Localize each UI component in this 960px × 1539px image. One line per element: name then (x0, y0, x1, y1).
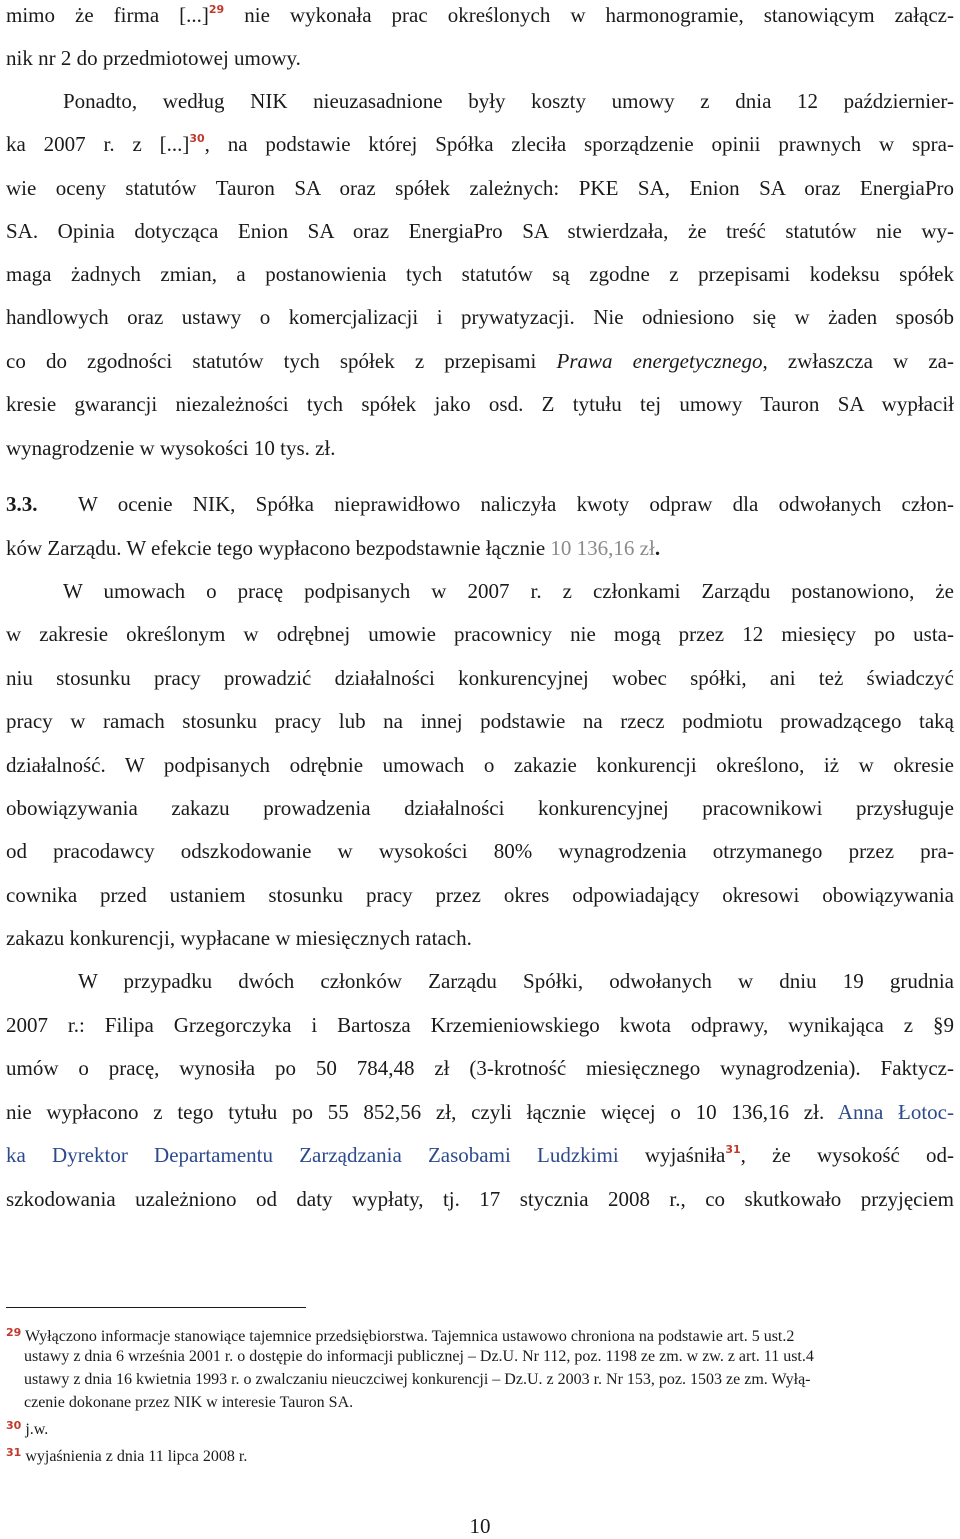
text-line: wie oceny statutów Tauron SA oraz spółek zależnych: PKE SA, Enion SA oraz EnergiaPro (6, 176, 954, 200)
text-line: SA. Opinia dotycząca Enion SA oraz EnergiaPro SA stwierdzała, że treść statutów nie wy- (6, 219, 954, 243)
section-number: 3.3. (6, 492, 38, 516)
footnote-line: ustawy z dnia 16 kwietnia 1993 r. o zwalczaniu nieuczciwej konkurencji – Dz.U. z 2003 r. Nr 153, poz. 1503 ze zm. Wyłą- (24, 1371, 811, 1388)
text-line: obowiązywania zakazu prowadzenia działalności konkurencyjnej pracownikowi przysługuje (6, 796, 954, 820)
text-line: w zakresie określonym w odrębnej umowie pracownicy nie mogą przez 12 miesięcy po usta- (6, 622, 954, 646)
text-line: co do zgodności statutów tych spółek z przepisami Prawa energetycznego, zwłaszcza w za- (6, 349, 954, 373)
text-line: nie wypłacono z tego tytułu po 55 852,56 zł, czyli łącznie więcej o 10 136,16 zł. Anna Łotoc- (6, 1100, 954, 1124)
text-line: Ponadto, według NIK nieuzasadnione były koszty umowy z dnia 12 październier- (63, 89, 954, 113)
footnote-number: 31 (6, 1446, 22, 1459)
text-line: cownika przed ustaniem stosunku pracy przez okres odpowiadający okresowi obowiązywania (6, 883, 954, 907)
text-line: kresie gwarancji niezależności tych spółek jako osd. Z tytułu tej umowy Tauron SA wypłacił (6, 392, 954, 416)
footnote-number: 30 (6, 1419, 22, 1432)
text-line: umów o pracę, wynosiła po 50 784,48 zł (3-krotność miesięcznego wynagrodzenia). Faktycz- (6, 1056, 954, 1080)
highlighted-name: Anna Łotoc- (837, 1100, 954, 1124)
footnote-line: czenie dokonane przez NIK w interesie Tauron SA. (24, 1394, 354, 1411)
footnote-ref-29[interactable]: 29 (208, 3, 225, 16)
text-line: mimo że firma [...]$^{29}$ nie wykonała prac określonych w harmonogramie, stanowiącym załącz- (6, 3, 954, 27)
text-line: W umowach o pracę podpisanych w 2007 r. z członkami Zarządu postanowiono, że (63, 579, 954, 603)
text-line: szkodowania uzależniono od daty wypłaty, tj. 17 stycznia 2008 r., co skutkowało przyjęciem (6, 1187, 954, 1211)
page-number: 10 (469, 1514, 491, 1538)
text-line: zakazu konkurencji, wypłacane w miesięcznych ratach. (6, 926, 472, 950)
footnote-ref-31[interactable]: 31 (725, 1143, 741, 1156)
footnote: $^{29}$ Wyłączono informacje stanowiące tajemnice przedsiębiorstwa. Tajemnica ustawowo chroniona na podstawie art. 5 ust.2 (6, 1326, 795, 1345)
text-line: nik nr 2 do przedmiotowej umowy. (6, 46, 301, 70)
footnote-separator (6, 1307, 306, 1308)
text-line: ka 2007 r. z [...]$^{30}$, na podstawie której Spółka zleciła sporządzenie opinii prawnych w spra- (6, 132, 954, 156)
footnote-ref-30[interactable]: 30 (189, 132, 205, 145)
text-line: od pracodawcy odszkodowanie w wysokości 80% wynagrodzenia otrzymanego przez pra- (6, 839, 954, 863)
text-line: maga żadnych zmian, a postanowienia tych statutów są zgodne z przepisami kodeksu spółek (6, 262, 954, 286)
text-line: W ocenie NIK, Spółka nieprawidłowo naliczyła kwoty odpraw dla odwołanych człon- (78, 492, 954, 516)
footnote: $^{30}$ j.w. (6, 1419, 49, 1438)
text-line: niu stosunku pracy prowadzić działalności konkurencyjnej wobec spółki, ani też świadczyć (6, 666, 954, 690)
text-line: ków Zarządu. W efekcie tego wypłacono bezpodstawnie łącznie 10 136,16 zł. (6, 536, 661, 560)
text-line: pracy w ramach stosunku pracy lub na innej podstawie na rzecz podmiotu prowadzącego taką (6, 709, 954, 733)
footnote: $^{31}$ wyjaśnienia z dnia 11 lipca 2008 r. (6, 1446, 248, 1465)
text-line: ka Dyrektor Departamentu Zarządzania Zasobami Ludzkimi wyjaśniła$^{31}$, że wysokość od- (6, 1143, 955, 1167)
footnote-line: ustawy z dnia 6 września 2001 r. o dostępie do informacji publicznej – Dz.U. Nr 112, poz. 1198 ze zm. w zw. z art. 11 ust.4 (24, 1348, 814, 1365)
text-line: wynagrodzenie w wysokości 10 tys. zł. (6, 436, 336, 460)
text-line: handlowych oraz ustawy o komercjalizacji i prywatyzacji. Nie odniesiono się w żaden sposób (6, 305, 954, 329)
highlighted-name: ka Dyrektor Departamentu Zarządzania Zasobami Ludzkimi (6, 1143, 619, 1167)
footnote-number: 29 (6, 1326, 22, 1339)
text-line: 2007 r.: Filipa Grzegorczyka i Bartosza Krzemieniowskiego kwota odprawy, wynikająca z §9 (6, 1013, 954, 1037)
highlighted-amount: 10 136,16 zł (550, 536, 655, 560)
text-line: W przypadku dwóch członków Zarządu Spółki, odwołanych w dniu 19 grudnia (78, 969, 954, 993)
text-line: działalność. W podpisanych odrębnie umowach o zakazie konkurencji określono, iż w okresie (6, 753, 954, 777)
italic-term: Prawa energetycznego (556, 349, 763, 373)
